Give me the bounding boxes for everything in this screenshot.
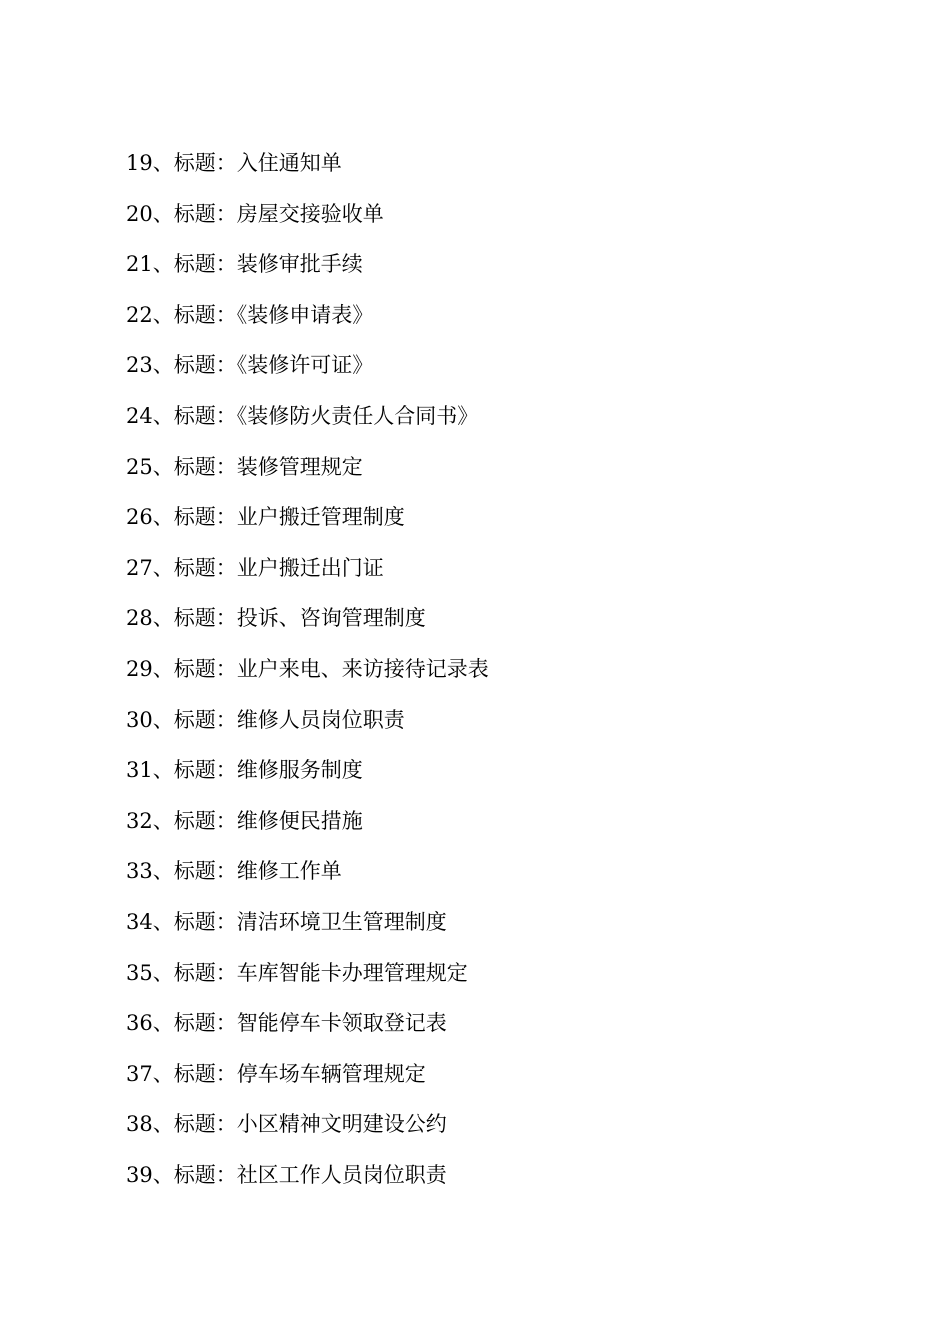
- list-item: 36、标题：智能停车卡领取登记表: [126, 1011, 447, 1036]
- list-item: 34、标题：清洁环境卫生管理制度: [126, 909, 447, 934]
- list-item: 25、标题：装修管理规定: [126, 454, 363, 479]
- list-item: 35、标题：车库智能卡办理管理规定: [126, 960, 468, 985]
- list-item: 26、标题：业户搬迁管理制度: [126, 505, 405, 530]
- list-item: 21、标题：装修审批手续: [126, 252, 363, 277]
- list-item: 23、标题：《装修许可证》: [126, 353, 374, 378]
- list-item: 31、标题：维修服务制度: [126, 758, 363, 783]
- title-list: [126, 146, 489, 1208]
- list-item: 29、标题：业户来电、来访接待记录表: [126, 656, 489, 681]
- list-item: 28、标题：投诉、咨询管理制度: [126, 606, 426, 631]
- list-item: 24、标题：《装修防火责任人合同书》: [126, 403, 479, 428]
- list-item: 33、标题：维修工作单: [126, 859, 342, 884]
- list-item: 37、标题：停车场车辆管理规定: [126, 1061, 426, 1086]
- list-item: 20、标题：房屋交接验收单: [126, 201, 384, 226]
- list-item: 22、标题：《装修申请表》: [126, 302, 374, 327]
- list-item: 39、标题：社区工作人员岗位职责: [126, 1162, 447, 1187]
- list-item: 38、标题：小区精神文明建设公约: [126, 1112, 447, 1137]
- list-item: 19、标题：入住通知单: [126, 151, 342, 175]
- list-item: 30、标题：维修人员岗位职责: [126, 707, 405, 732]
- list-item: 27、标题：业户搬迁出门证: [126, 555, 384, 580]
- list-item: 32、标题：维修便民措施: [126, 808, 363, 833]
